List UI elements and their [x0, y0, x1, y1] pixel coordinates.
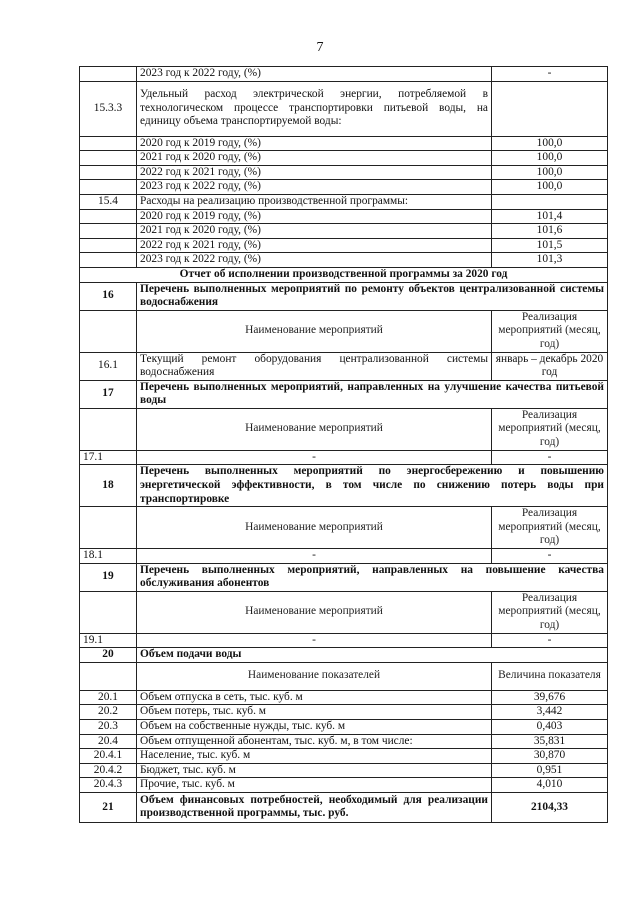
row-value: 4,010: [492, 778, 608, 793]
section-value: 2104,33: [492, 792, 608, 822]
section-20-row: [80, 648, 608, 663]
row-label: 2022 год к 2021 году, (%): [137, 238, 492, 253]
row-label: 2021 год к 2020 году, (%): [137, 151, 492, 166]
row-label: Бюджет, тыс. куб. м: [137, 763, 492, 778]
section-title: Перечень выполненных мероприятий, направленных на повышение качества обслуживания абонентов: [137, 563, 608, 591]
row-label: 2023 год к 2022 году, (%): [137, 67, 492, 82]
row-number: 15.3.3: [80, 81, 137, 136]
row-number: 18.1: [80, 549, 137, 564]
row-label: Объем на собственные нужды, тыс. куб. м: [137, 719, 492, 734]
row-value: -: [492, 549, 608, 564]
row-label: 2020 год к 2019 году, (%): [137, 209, 492, 224]
row-number: [80, 238, 137, 253]
program-table: [79, 66, 608, 823]
section-title: Объем финансовых потребностей, необходимый для реализации производственной программы, тыс. руб.: [137, 792, 492, 822]
row-value: 101,4: [492, 209, 608, 224]
row-value: -: [492, 633, 608, 648]
column-header-row: [80, 591, 608, 633]
row-label: 2021 год к 2020 году, (%): [137, 224, 492, 239]
row-value: -: [492, 450, 608, 465]
section-19-row: [80, 563, 608, 591]
row-number: [80, 165, 137, 180]
section-17-row: [80, 380, 608, 408]
report-heading: Отчет об исполнении производственной программы за 2020 год: [80, 267, 608, 282]
column-header-realization: Реализация мероприятий (месяц, год): [492, 408, 608, 450]
row-value: 0,951: [492, 763, 608, 778]
row-value: 0,403: [492, 719, 608, 734]
table-row: [80, 734, 608, 749]
row-value: 39,676: [492, 690, 608, 705]
table-row: [80, 136, 608, 151]
table-row: [80, 705, 608, 720]
row-number: [80, 224, 137, 239]
section-number: 18: [80, 465, 137, 507]
table-row-17-1: [80, 450, 608, 465]
row-value: 100,0: [492, 151, 608, 166]
row-label: Текущий ремонт оборудования централизованной системы водоснабжения: [137, 352, 492, 380]
table-row: [80, 209, 608, 224]
column-header-realization: Реализация мероприятий (месяц, год): [492, 507, 608, 549]
row-value: 101,6: [492, 224, 608, 239]
table-row: [80, 719, 608, 734]
table-row: [80, 763, 608, 778]
row-number: 17.1: [80, 450, 137, 465]
row-number: 19.1: [80, 633, 137, 648]
table-row: [80, 690, 608, 705]
row-value: 100,0: [492, 165, 608, 180]
row-label: 2022 год к 2021 году, (%): [137, 165, 492, 180]
row-number: 20.4: [80, 734, 137, 749]
row-number: [80, 253, 137, 268]
row-label: Население, тыс. куб. м: [137, 749, 492, 764]
row-number: [80, 67, 137, 82]
column-header-measures: Наименование мероприятий: [137, 507, 492, 549]
row-label: 2023 год к 2022 году, (%): [137, 180, 492, 195]
row-label: Расходы на реализацию производственной программы:: [137, 194, 492, 209]
row-value: 101,5: [492, 238, 608, 253]
section-number: 20: [80, 648, 137, 663]
section-number: 16: [80, 282, 137, 310]
table-row-15-4: [80, 194, 608, 209]
column-header-indicator-value: Величина показателя: [492, 662, 608, 690]
section-title: Объем подачи воды: [137, 648, 608, 663]
row-value: [492, 81, 608, 136]
column-header-row: [80, 408, 608, 450]
row-number: 15.4: [80, 194, 137, 209]
section-18-row: [80, 465, 608, 507]
table-row: [80, 165, 608, 180]
row-value: 100,0: [492, 136, 608, 151]
row-number: 20.2: [80, 705, 137, 720]
table-row: [80, 224, 608, 239]
table-row: [80, 253, 608, 268]
row-number: [80, 136, 137, 151]
row-label: Удельный расход электрической энергии, потребляемой в технологическом процессе транспортировки питьевой воды, на единицу объема транспортируемой воды:: [137, 81, 492, 136]
row-number: [80, 507, 137, 549]
row-label: -: [137, 450, 492, 465]
table-row: [80, 151, 608, 166]
row-label: Прочие, тыс. куб. м: [137, 778, 492, 793]
row-label: Объем отпуска в сеть, тыс. куб. м: [137, 690, 492, 705]
column-header-row: [80, 310, 608, 352]
row-number: [80, 591, 137, 633]
row-number: [80, 209, 137, 224]
section-number: 19: [80, 563, 137, 591]
table-row: [80, 749, 608, 764]
section-number: 21: [80, 792, 137, 822]
column-header-measures: Наименование мероприятий: [137, 408, 492, 450]
row-label: -: [137, 633, 492, 648]
row-number: [80, 662, 137, 690]
table-row-19-1: [80, 633, 608, 648]
section-number: 17: [80, 380, 137, 408]
column-header-realization: Реализация мероприятий (месяц, год): [492, 591, 608, 633]
row-value: 30,870: [492, 749, 608, 764]
column-header-row: [80, 662, 608, 690]
row-number: 16.1: [80, 352, 137, 380]
section-16-row: [80, 282, 608, 310]
row-value: 35,831: [492, 734, 608, 749]
row-label: -: [137, 549, 492, 564]
table-row-16-1: [80, 352, 608, 380]
row-number: [80, 310, 137, 352]
row-label: 2020 год к 2019 году, (%): [137, 136, 492, 151]
page-number: 7: [316, 40, 324, 55]
row-value: 100,0: [492, 180, 608, 195]
report-heading-row: [80, 267, 608, 282]
row-value: 3,442: [492, 705, 608, 720]
table-row: [80, 180, 608, 195]
column-header-measures: Наименование мероприятий: [137, 591, 492, 633]
row-number: 20.4.3: [80, 778, 137, 793]
row-number: [80, 151, 137, 166]
table-row: [80, 67, 608, 82]
row-number: 20.4.2: [80, 763, 137, 778]
row-number: 20.1: [80, 690, 137, 705]
row-value: 101,3: [492, 253, 608, 268]
table-row: [80, 238, 608, 253]
row-label: Объем отпущенной абонентам, тыс. куб. м, в том числе:: [137, 734, 492, 749]
row-value: январь – декабрь 2020 год: [492, 352, 608, 380]
column-header-realization: Реализация мероприятий (месяц, год): [492, 310, 608, 352]
table-row: [80, 778, 608, 793]
row-label: Объем потерь, тыс. куб. м: [137, 705, 492, 720]
section-title: Перечень выполненных мероприятий по энергосбережению и повышению энергетической эффективности, в том числе по снижению потерь воды при транспортировке: [137, 465, 608, 507]
row-number: 20.3: [80, 719, 137, 734]
row-value: [492, 194, 608, 209]
row-number: [80, 180, 137, 195]
column-header-row: [80, 507, 608, 549]
table-row-15-3-3: [80, 81, 608, 136]
section-title: Перечень выполненных мероприятий, направленных на улучшение качества питьевой воды: [137, 380, 608, 408]
row-number: 20.4.1: [80, 749, 137, 764]
table-row-18-1: [80, 549, 608, 564]
column-header-indicators: Наименование показателей: [137, 662, 492, 690]
section-21-row: [80, 792, 608, 822]
row-value: -: [492, 67, 608, 82]
row-label: 2023 год к 2022 году, (%): [137, 253, 492, 268]
column-header-measures: Наименование мероприятий: [137, 310, 492, 352]
section-title: Перечень выполненных мероприятий по ремонту объектов централизованной системы водоснабжения: [137, 282, 608, 310]
row-number: [80, 408, 137, 450]
